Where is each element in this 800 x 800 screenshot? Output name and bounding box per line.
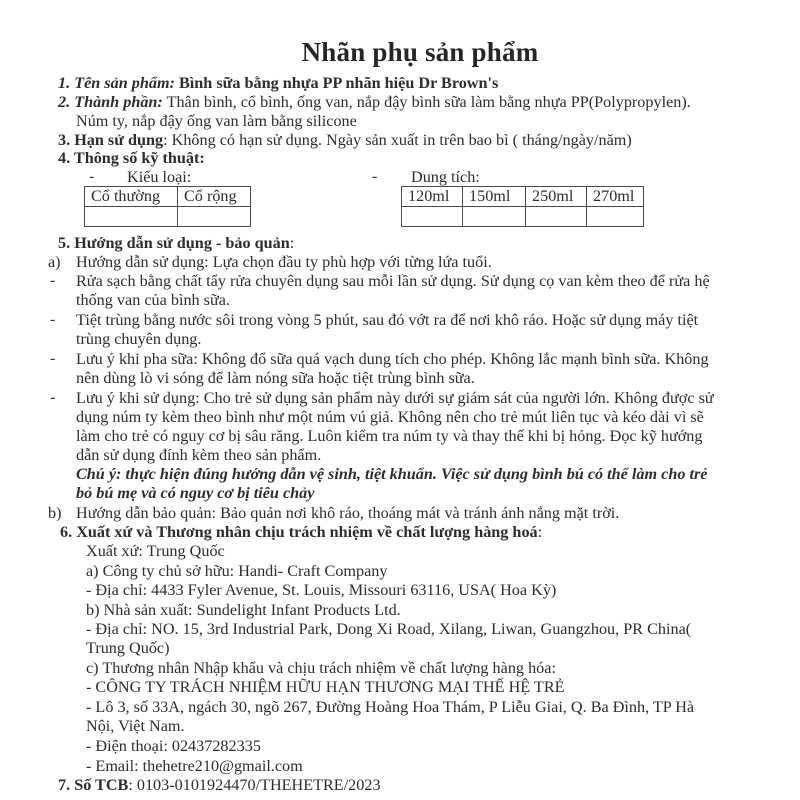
section-composition (58, 92, 691, 112)
usage-item-cleaning: Rửa sạch bằng chất tẩy rửa chuyên dụng sau mỗi lần sử dụng. Sử dụng cọ van kèm theo để rửa hệ (76, 272, 710, 290)
storage-instruction: Hướng dẫn bảo quản: Bảo quản nơi khô ráo, thoáng mát và tránh ánh nắng mặt trời. (76, 504, 620, 522)
table-header-row (85, 187, 251, 207)
section-product-name (58, 73, 498, 93)
usage-instruction-a: Hướng dẫn sử dụng: Lựa chọn đầu ty phù hợp với từng lứa tuổi. (76, 253, 492, 271)
table-cell (85, 207, 178, 227)
section-label: 6. Xuất xứ và Thương nhân chịu trách nhiệm về chất lượng hàng hoá (60, 523, 538, 541)
importer-address-cont: Nội, Việt Nam. (86, 717, 185, 735)
usage-item-sterilize: Tiệt trùng bằng nước sôi trong vòng 5 phút, sau đó vớt ra để nơi khô ráo. Hoặc sử dụng máy tiệt (76, 311, 699, 329)
usage-item-supervision-cont-1: dụng núm ty kèm theo bình như một núm vú giả. Không nên cho trẻ mút liên tục và kéo dài vì sẽ (76, 408, 704, 426)
table-row (402, 207, 644, 227)
bullet-dash: - (50, 311, 56, 328)
storage-instruction-marker: b) (48, 504, 62, 522)
section-label: 1. Tên sản phẩm: (58, 74, 175, 92)
warning-note-cont: bỏ bú mẹ và có nguy cơ bị tiêu chảy (76, 484, 315, 502)
importer-name: - CÔNG TY TRÁCH NHIỆM HỮU HẠN THƯƠNG MẠI THẾ HỆ TRẺ (86, 678, 565, 696)
usage-instruction-a-marker: a) (48, 253, 61, 271)
manufacturer: b) Nhà sản xuất: Sundelight Infant Products Ltd. (86, 601, 401, 619)
bullet-dash: - (372, 168, 378, 185)
bullet-dash: - (89, 168, 95, 185)
section-specs-heading: 4. Thông số kỹ thuật: (58, 149, 205, 167)
composition-value: Thân bình, cổ bình, ống van, nắp đậy bình sữa làm bằng nhựa PP(Polypropylen). (162, 93, 691, 111)
usage-item-supervision-cont-2: làm cho trẻ có nguy cơ bị sâu răng. Luôn kiểm tra núm ty và thay thế khi bị hỏng. Đọc kỹ hướng (76, 427, 703, 445)
brand-owner-address: - Địa chỉ: 4433 Fyler Avenue, St. Louis, Missouri 63116, USA( Hoa Kỳ) (86, 581, 557, 599)
colon: : (537, 523, 543, 541)
capacity-label: Dung tích: (411, 168, 480, 186)
importer-address: - Lô 3, số 33A, ngách 30, ngõ 267, Đường Hoàng Hoa Thám, P Liễu Giai, Q. Ba Đình, TP Hà (86, 698, 695, 716)
colon: : (289, 234, 295, 252)
document-title: Nhãn phụ sản phẩm (301, 37, 539, 67)
table-cell: Cổ rộng (178, 187, 251, 207)
importer-phone: - Điện thoại: 02437282335 (86, 737, 261, 755)
section-label: 3. Hạn sử dụng (58, 131, 164, 149)
table-cell (587, 207, 644, 227)
origin-country: Xuất xứ: Trung Quốc (86, 542, 225, 560)
section-label: 5. Hướng dẫn sử dụng - bảo quản (58, 234, 290, 252)
table-header-row (402, 187, 644, 207)
expiry-value: : Không có hạn sử dụng. Ngày sản xuất in trên bao bì ( tháng/ngày/năm) (163, 131, 632, 149)
brand-owner: a) Công ty chủ sở hữu: Handi- Craft Company (86, 562, 388, 580)
table-cell (463, 207, 526, 227)
section-origin-heading (60, 522, 542, 542)
section-usage-heading (58, 233, 294, 253)
importer-title: c) Thương nhân Nhập khẩu và chịu trách nhiệm về chất lượng hàng hóa: (86, 659, 556, 677)
table-row (85, 207, 251, 227)
capacity-table (401, 186, 644, 227)
usage-item-mixing-cont: nên dùng lò vi sóng để làm nóng sữa hoặc tiệt trùng bình sữa. (76, 369, 475, 387)
bullet-dash: - (50, 272, 56, 289)
importer-email: - Email: thehetre210@gmail.com (86, 757, 303, 775)
usage-item-supervision-cont-3: dẫn sử dụng đính kèm theo sản phẩm. (76, 446, 322, 464)
section-label: 2. Thành phần: (58, 93, 163, 111)
table-cell (178, 207, 251, 227)
usage-item-cleaning-cont: thống van của bình sữa. (76, 291, 230, 309)
type-table (84, 186, 251, 227)
table-cell: 150ml (463, 187, 526, 207)
type-label: Kiểu loại: (127, 168, 192, 186)
usage-item-sterilize-cont: trùng chuyên dụng. (76, 330, 202, 348)
table-cell: Cổ thường (85, 187, 178, 207)
product-name-value: Bình sữa bằng nhựa PP nhãn hiệu Dr Brown's (174, 74, 499, 92)
section-label: 7. Số TCB (58, 776, 129, 794)
manufacturer-address: - Địa chỉ: NO. 15, 3rd Industrial Park, Dong Xi Road, Xilang, Liwan, Guangzhou, PR China( (86, 620, 692, 638)
bullet-dash: - (50, 350, 56, 367)
warning-note: Chú ý: thực hiện đúng hướng dẫn vệ sinh, tiệt khuẩn. Việc sử dụng bình bú có thể làm cho trẻ (76, 465, 708, 483)
table-cell (526, 207, 587, 227)
table-cell (402, 207, 463, 227)
usage-item-mixing: Lưu ý khi pha sữa: Không đổ sữa quá vạch dung tích cho phép. Không lắc mạnh bình sữa. Không (76, 350, 709, 368)
table-cell: 120ml (402, 187, 463, 207)
bullet-dash: - (50, 389, 56, 406)
composition-line-2: Núm ty, nắp đậy ống van làm bằng silicone (76, 112, 357, 130)
section-tcb (58, 775, 381, 795)
section-expiry (58, 130, 632, 150)
usage-item-supervision: Lưu ý khi sử dụng: Cho trẻ sử dụng sản phẩm này dưới sự giám sát của người lớn. Không được sử (76, 389, 714, 407)
table-cell: 250ml (526, 187, 587, 207)
table-cell: 270ml (587, 187, 644, 207)
tcb-value: : 0103-0101924470/THEHETRE/2023 (128, 776, 381, 794)
manufacturer-address-cont: Trung Quốc) (86, 639, 170, 657)
